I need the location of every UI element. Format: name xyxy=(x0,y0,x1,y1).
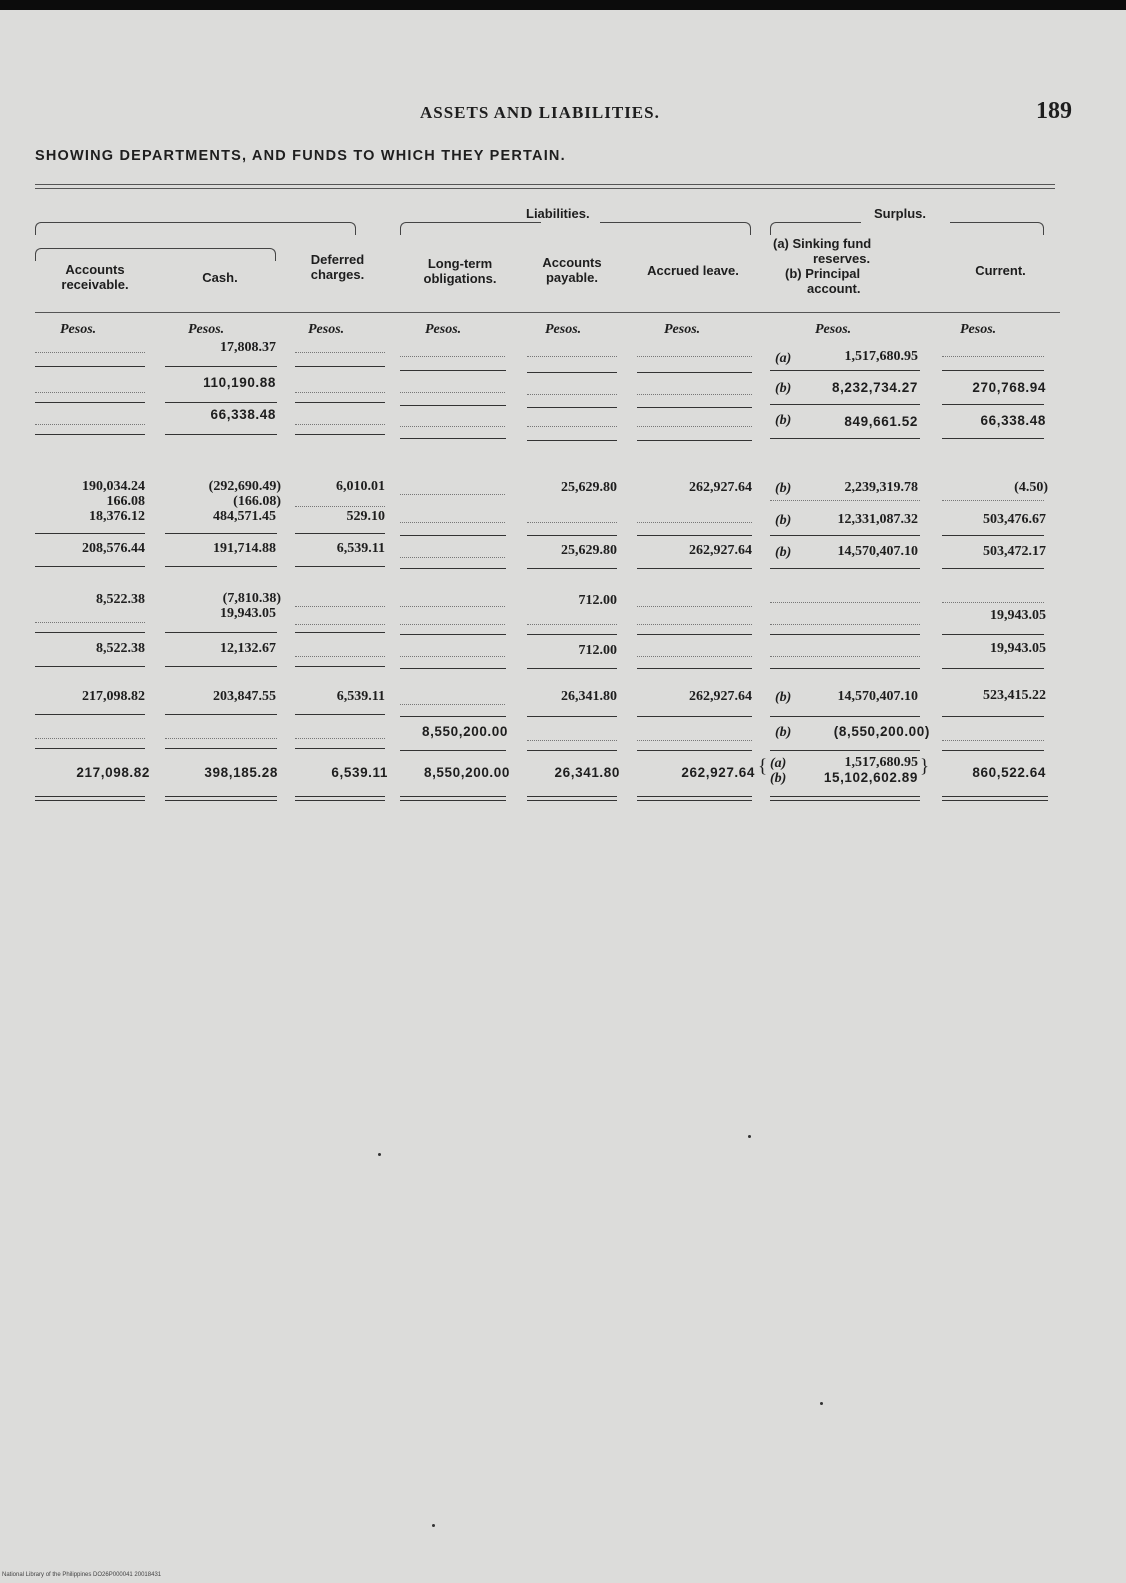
dot-leader xyxy=(637,606,752,607)
table-cell: 14,570,407.10 xyxy=(837,689,918,704)
unit-label-current: Pesos. xyxy=(960,322,997,337)
table-cell: 19,943.05 xyxy=(220,606,276,621)
scan-speck xyxy=(820,1402,823,1405)
cell-rule xyxy=(942,634,1044,635)
dot-leader xyxy=(295,624,385,625)
liabilities-group-heading: Liabilities. xyxy=(526,206,590,221)
dot-leader xyxy=(400,522,505,523)
receivable-cash-brace-right xyxy=(145,248,276,261)
table-cell: 12,331,087.32 xyxy=(837,512,918,527)
table-cell: 18,376.12 xyxy=(89,509,145,524)
dot-leader xyxy=(295,606,385,607)
cell-rule xyxy=(637,440,752,441)
table-cell: (292,690.49) xyxy=(208,479,281,494)
row-label: (b) xyxy=(775,413,792,428)
cell-rule xyxy=(295,632,385,633)
column-header-cash: Cash. xyxy=(202,270,238,285)
cell-rule xyxy=(942,370,1044,371)
scan-speck xyxy=(748,1135,751,1138)
total-double-rule xyxy=(295,796,385,801)
dot-leader xyxy=(637,740,752,741)
table-cell: 25,629.80 xyxy=(561,480,617,495)
dot-leader xyxy=(942,356,1044,357)
table-cell: 712.00 xyxy=(578,643,617,658)
table-cell: 190,034.24 xyxy=(82,479,145,494)
row-label: (b) xyxy=(770,771,787,786)
dot-leader xyxy=(527,624,617,625)
cell-rule xyxy=(165,366,277,367)
cell-rule xyxy=(165,666,277,667)
table-cell: 191,714.88 xyxy=(213,541,276,556)
cell-rule xyxy=(165,434,277,435)
table-cell: 8,522.38 xyxy=(96,592,145,607)
dot-leader xyxy=(400,704,505,705)
column-header-accounts-receivable: Accounts receivable. xyxy=(61,262,129,292)
table-cell: 6,539.11 xyxy=(336,689,385,704)
scan-speck xyxy=(378,1153,381,1156)
table-cell: 6,539.11 xyxy=(331,765,388,780)
table-cell: 26,341.80 xyxy=(561,689,617,704)
unit-label-sinking: Pesos. xyxy=(815,322,852,337)
cell-rule xyxy=(770,535,920,536)
cell-rule xyxy=(770,716,920,717)
cell-rule xyxy=(527,750,617,751)
dot-leader xyxy=(942,602,1044,603)
unit-label-deferred: Pesos. xyxy=(308,322,345,337)
cell-rule xyxy=(942,535,1044,536)
cell-rule xyxy=(400,405,506,406)
cell-rule xyxy=(770,568,920,569)
page-title: ASSETS AND LIABILITIES. xyxy=(420,103,660,122)
total-double-rule xyxy=(527,796,617,801)
cell-rule xyxy=(770,668,920,669)
table-cell: 1,517,680.95 xyxy=(844,755,918,770)
cell-rule xyxy=(35,632,145,633)
table-cell: 849,661.52 xyxy=(844,414,918,429)
table-cell: (4.50) xyxy=(1014,480,1048,495)
dot-leader xyxy=(295,506,385,507)
cell-rule xyxy=(35,533,145,534)
table-cell: 19,943.05 xyxy=(990,608,1046,623)
dot-leader xyxy=(400,624,505,625)
dot-leader xyxy=(35,392,145,393)
dot-leader xyxy=(400,557,505,558)
cell-rule xyxy=(527,716,617,717)
table-cell: 208,576.44 xyxy=(82,541,145,556)
table-cell: (7,810.38) xyxy=(222,591,281,606)
cell-rule xyxy=(295,434,385,435)
row-label: (b) xyxy=(775,381,792,396)
cell-rule xyxy=(295,366,385,367)
cell-rule xyxy=(942,668,1044,669)
table-cell: 262,927.64 xyxy=(681,765,755,780)
dot-leader xyxy=(295,738,385,739)
table-cell: 262,927.64 xyxy=(689,689,752,704)
table-cell: 26,341.80 xyxy=(554,765,620,780)
table-cell: 110,190.88 xyxy=(203,375,276,390)
assets-brace-left xyxy=(35,222,161,235)
cell-rule xyxy=(35,566,145,567)
cell-rule xyxy=(295,566,385,567)
dot-leader xyxy=(942,500,1044,501)
column-header-sinking-fund: (a) Sinking fund reserves. (b) Principal account. xyxy=(773,236,872,296)
dot-leader xyxy=(527,426,617,427)
cell-rule xyxy=(295,533,385,534)
table-cell: (166.08) xyxy=(233,494,281,509)
cell-rule xyxy=(637,535,752,536)
table-cell: 860,522.64 xyxy=(972,765,1046,780)
table-cell: 66,338.48 xyxy=(980,413,1046,428)
table-cell: 12,132.67 xyxy=(220,641,276,656)
header-bottom-rule xyxy=(35,312,1060,313)
total-double-rule xyxy=(770,796,920,801)
dot-leader xyxy=(527,356,617,357)
dot-leader xyxy=(400,356,505,357)
top-rule-2 xyxy=(35,188,1055,189)
cell-rule xyxy=(400,716,506,717)
table-cell: 19,943.05 xyxy=(990,641,1046,656)
scan-speck xyxy=(432,1524,435,1527)
table-cell: 712.00 xyxy=(578,593,617,608)
table-cell: 217,098.82 xyxy=(82,689,145,704)
cell-rule xyxy=(637,668,752,669)
right-brace-glyph: } xyxy=(920,756,930,777)
table-cell: 8,232,734.27 xyxy=(831,380,918,395)
column-header-accrued-leave: Accrued leave. xyxy=(647,263,739,278)
cell-rule xyxy=(637,372,752,373)
table-cell: 217,098.82 xyxy=(76,765,150,780)
column-header-current: Current. xyxy=(975,263,1026,278)
cell-rule xyxy=(165,748,277,749)
total-double-rule xyxy=(165,796,277,801)
cell-rule xyxy=(400,438,506,439)
table-cell: 262,927.64 xyxy=(689,480,752,495)
cell-rule xyxy=(165,402,277,403)
cell-rule xyxy=(770,404,920,405)
table-cell: 523,415.22 xyxy=(983,688,1046,703)
dot-leader xyxy=(295,392,385,393)
dot-leader xyxy=(400,426,505,427)
cell-rule xyxy=(527,668,617,669)
table-cell: 6,539.11 xyxy=(336,541,385,556)
left-brace-glyph: { xyxy=(758,756,768,777)
cell-rule xyxy=(35,402,145,403)
dot-leader xyxy=(295,656,385,657)
cell-rule xyxy=(637,634,752,635)
cell-rule xyxy=(942,568,1044,569)
dot-leader xyxy=(527,522,617,523)
dot-leader xyxy=(770,656,920,657)
unit-label-cash: Pesos. xyxy=(188,322,225,337)
table-cell: 8,522.38 xyxy=(96,641,145,656)
dot-leader xyxy=(527,394,617,395)
cell-rule xyxy=(942,404,1044,405)
table-cell: 66,338.48 xyxy=(210,407,276,422)
top-rule xyxy=(35,184,1055,185)
cell-rule xyxy=(400,568,506,569)
total-double-rule xyxy=(637,796,752,801)
cell-rule xyxy=(400,750,506,751)
cell-rule xyxy=(637,750,752,751)
table-cell: 484,571.45 xyxy=(213,509,276,524)
table-cell: 503,472.17 xyxy=(983,544,1046,559)
dot-leader xyxy=(637,426,752,427)
cell-rule xyxy=(165,566,277,567)
dot-leader xyxy=(295,352,385,353)
dot-leader xyxy=(637,624,752,625)
cell-rule xyxy=(770,438,920,439)
table-cell: 166.08 xyxy=(106,494,145,509)
cell-rule xyxy=(527,372,617,373)
cell-rule xyxy=(400,668,506,669)
cell-rule xyxy=(400,535,506,536)
dot-leader xyxy=(637,656,752,657)
dot-leader xyxy=(770,624,920,625)
row-label: (b) xyxy=(775,513,792,528)
table-cell: 203,847.55 xyxy=(213,689,276,704)
cell-rule xyxy=(35,366,145,367)
dot-leader xyxy=(400,606,505,607)
cell-rule xyxy=(165,533,277,534)
cell-rule xyxy=(527,407,617,408)
row-label: (b) xyxy=(775,725,792,740)
cell-rule xyxy=(942,438,1044,439)
dot-leader xyxy=(637,394,752,395)
dot-leader xyxy=(770,602,920,603)
dot-leader xyxy=(942,740,1044,741)
column-header-long-term-obligations: Long-term obligations. xyxy=(423,256,497,286)
cell-rule xyxy=(637,407,752,408)
cell-rule xyxy=(295,714,385,715)
dot-leader xyxy=(637,522,752,523)
dot-leader xyxy=(35,622,145,623)
row-label: (b) xyxy=(775,545,792,560)
dot-leader xyxy=(527,740,617,741)
unit-label-leave: Pesos. xyxy=(664,322,701,337)
table-cell: 1,517,680.95 xyxy=(844,349,918,364)
table-cell: 398,185.28 xyxy=(204,765,278,780)
dot-leader xyxy=(400,392,505,393)
scan-top-edge xyxy=(0,0,1126,10)
total-double-rule xyxy=(400,796,506,801)
scan-footer: National Library of the Philippines DO26P000041 20018431 xyxy=(2,1572,162,1578)
cell-rule xyxy=(295,748,385,749)
row-label: (a) xyxy=(770,756,787,771)
dot-leader xyxy=(770,500,920,501)
table-cell: 503,476.67 xyxy=(983,512,1046,527)
table-cell: 17,808.37 xyxy=(220,340,276,355)
surplus-brace-left xyxy=(770,222,861,235)
cell-rule xyxy=(942,716,1044,717)
table-cell: 14,570,407.10 xyxy=(837,544,918,559)
dot-leader xyxy=(637,356,752,357)
table-subtitle: SHOWING DEPARTMENTS, AND FUNDS TO WHICH THEY PERTAIN. xyxy=(35,148,566,164)
dot-leader xyxy=(400,656,505,657)
cell-rule xyxy=(637,716,752,717)
receivable-cash-brace-left xyxy=(35,248,146,261)
row-label: (b) xyxy=(775,481,792,496)
table-cell: 529.10 xyxy=(346,509,385,524)
cell-rule xyxy=(527,440,617,441)
table-cell: 2,239,319.78 xyxy=(844,480,918,495)
cell-rule xyxy=(637,568,752,569)
liabilities-brace-left xyxy=(400,222,541,235)
column-header-deferred-charges: Deferred charges. xyxy=(310,252,365,282)
table-cell: (8,550,200.00) xyxy=(833,724,930,739)
unit-label-long-term: Pesos. xyxy=(425,322,462,337)
row-label: (b) xyxy=(775,690,792,705)
cell-rule xyxy=(770,370,920,371)
cell-rule xyxy=(527,634,617,635)
table-cell: 15,102,602.89 xyxy=(823,770,918,785)
cell-rule xyxy=(295,402,385,403)
cell-rule xyxy=(770,750,920,751)
row-label: (a) xyxy=(775,351,792,366)
cell-rule xyxy=(400,370,506,371)
table-cell: 8,550,200.00 xyxy=(423,765,510,780)
cell-rule xyxy=(165,714,277,715)
cell-rule xyxy=(942,750,1044,751)
dot-leader xyxy=(295,424,385,425)
unit-label-receivable: Pesos. xyxy=(60,322,97,337)
table-cell: 270,768.94 xyxy=(972,380,1046,395)
dot-leader xyxy=(165,738,277,739)
liabilities-brace-right xyxy=(600,222,751,235)
cell-rule xyxy=(165,632,277,633)
table-cell: 8,550,200.00 xyxy=(421,724,508,739)
surplus-brace-right xyxy=(950,222,1044,235)
unit-label-payable: Pesos. xyxy=(545,322,582,337)
cell-rule xyxy=(35,714,145,715)
dot-leader xyxy=(35,738,145,739)
cell-rule xyxy=(295,666,385,667)
cell-rule xyxy=(527,535,617,536)
total-double-rule xyxy=(35,796,145,801)
cell-rule xyxy=(35,434,145,435)
cell-rule xyxy=(35,748,145,749)
column-header-accounts-payable: Accounts payable. xyxy=(542,255,602,285)
total-double-rule xyxy=(942,796,1048,801)
page-number: 189 xyxy=(1036,98,1072,124)
dot-leader xyxy=(35,424,145,425)
cell-rule xyxy=(527,568,617,569)
cell-rule xyxy=(35,666,145,667)
table-cell: 6,010.01 xyxy=(336,479,385,494)
surplus-group-heading: Surplus. xyxy=(874,206,927,221)
table-cell: 25,629.80 xyxy=(561,543,617,558)
table-cell: 262,927.64 xyxy=(689,543,752,558)
dot-leader xyxy=(35,352,145,353)
cell-rule xyxy=(400,634,506,635)
cell-rule xyxy=(770,634,920,635)
assets-brace-right xyxy=(160,222,356,235)
dot-leader xyxy=(400,494,505,495)
